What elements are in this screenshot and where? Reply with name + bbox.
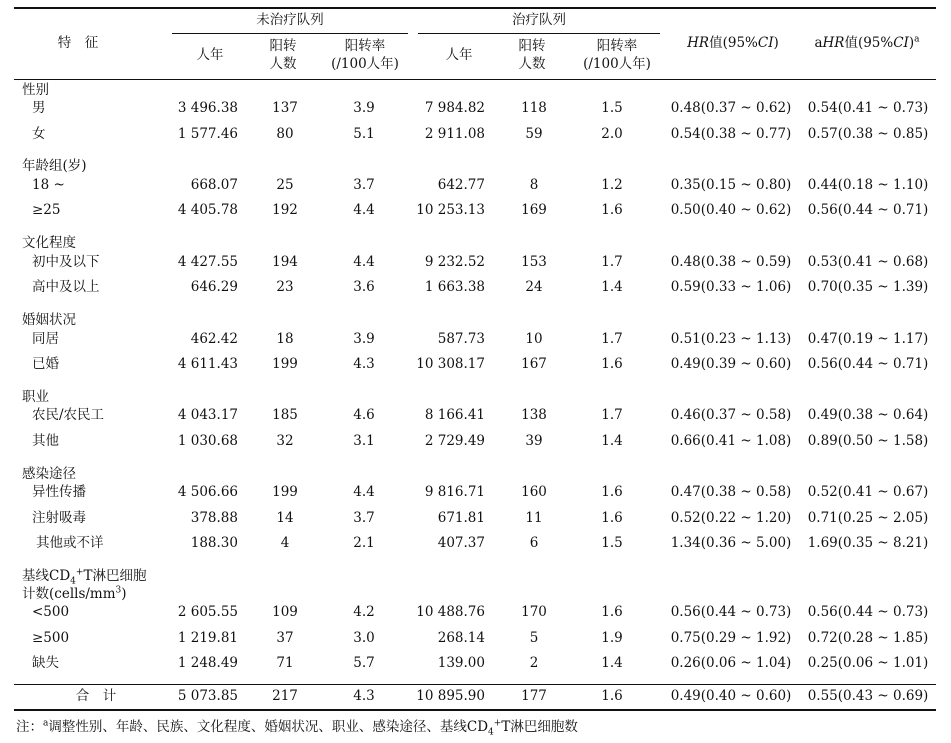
rate-untreated: 3.7 <box>353 510 375 526</box>
group-cd4-line2: 计数$(cells/mm^3)$ <box>22 585 127 602</box>
rate-treated: 2.0 <box>601 126 623 142</box>
person-years-treated: 10 488.76 <box>416 604 485 620</box>
ahr-cell: 0.47(0.19 ~ 1.17) <box>807 331 929 347</box>
total-top-rule <box>14 684 936 685</box>
ahr-cell: 1.69(0.35 ~ 8.21) <box>807 535 929 551</box>
seroconv-untreated: 23 <box>276 279 294 295</box>
rate-treated: 1.6 <box>601 484 623 500</box>
rate-treated: 1.6 <box>601 356 623 372</box>
ahr-cell: 0.44(0.18 ~ 1.10) <box>807 177 929 193</box>
seroconv-treated: 10 <box>525 331 543 347</box>
ahr-cell: 0.56(0.44 ~ 0.73) <box>807 604 929 620</box>
person-years-treated: 642.77 <box>437 177 485 193</box>
hr-cell: 0.52(0.22 ~ 1.20) <box>670 510 792 526</box>
hr-cell: 0.26(0.06 ~ 1.04) <box>670 655 792 671</box>
seroconv-untreated: 18 <box>276 331 294 347</box>
seroconv-untreated: 199 <box>272 484 298 500</box>
seroconv-untreated: 192 <box>272 202 298 218</box>
person-years-untreated: 462.42 <box>190 331 238 347</box>
person-years-treated: 10 253.13 <box>416 202 485 218</box>
person-years-untreated: 4 506.66 <box>177 484 238 500</box>
hr-cell: 0.51(0.23 ~ 1.13) <box>670 331 792 347</box>
seroconv-untreated: 199 <box>272 356 298 372</box>
person-years-untreated: 668.07 <box>190 177 238 193</box>
person-years-treated: 10 308.17 <box>416 356 485 372</box>
ahr-cell: 0.72(0.28 ~ 1.85) <box>807 630 929 646</box>
person-years-untreated: 1 030.68 <box>177 433 238 449</box>
person-years-untreated: 4 611.43 <box>177 356 238 372</box>
person-years-untreated: 1 219.81 <box>177 630 238 646</box>
group-age: 年龄组(岁) <box>22 158 87 174</box>
person-years-treated: 8 166.41 <box>424 407 485 423</box>
untreated-span-rule <box>172 33 408 34</box>
seroconv-treated: 169 <box>521 202 547 218</box>
seroconv-treated: 2 <box>529 655 539 671</box>
rate-treated: 1.4 <box>601 433 623 449</box>
row-label: 农民/农民工 <box>32 407 105 423</box>
seroconv-treated: 59 <box>525 126 543 142</box>
row-label: 男 <box>32 100 46 116</box>
row-label: 缺失 <box>32 655 59 671</box>
rate-treated: 1.9 <box>601 630 623 646</box>
hr-cell: 0.75(0.29 ~ 1.92) <box>670 630 792 646</box>
person-years-treated: 587.73 <box>437 331 485 347</box>
row-label: 其他 <box>32 433 59 449</box>
hr-cell: 1.34(0.36 ~ 5.00) <box>670 535 792 551</box>
total-rate-untreated: 4.3 <box>353 688 375 704</box>
seroconv-untreated: 109 <box>272 604 298 620</box>
row-label: 女 <box>32 126 46 142</box>
header-treated: 治疗队列 <box>512 12 566 28</box>
seroconv-untreated: 137 <box>272 100 298 116</box>
rate-untreated: 3.9 <box>353 100 375 116</box>
total-py-untreated: 5 073.85 <box>177 688 238 704</box>
row-label: <500 <box>32 604 70 620</box>
person-years-untreated: 1 248.49 <box>177 655 238 671</box>
total-hr: 0.49(0.40 ~ 0.60) <box>670 688 792 704</box>
rate-untreated: 5.7 <box>353 655 375 671</box>
person-years-untreated: 188.30 <box>190 535 238 551</box>
seroconv-treated: 6 <box>529 535 539 551</box>
rate-treated: 1.4 <box>601 279 623 295</box>
header-hr: HR值(95%CI) <box>687 35 779 51</box>
ahr-cell: 0.56(0.44 ~ 0.71) <box>807 356 929 372</box>
rate-untreated: 4.2 <box>353 604 375 620</box>
person-years-untreated: 4 405.78 <box>177 202 238 218</box>
bottom-rule <box>14 709 936 711</box>
header-seroconv-2-line1: 阳转 <box>518 38 546 54</box>
hr-cell: 0.66(0.41 ~ 1.08) <box>670 433 792 449</box>
rate-untreated: 3.7 <box>353 177 375 193</box>
seroconv-untreated: 4 <box>280 535 290 551</box>
treated-span-rule <box>418 33 660 34</box>
person-years-treated: 407.37 <box>437 535 485 551</box>
seroconv-untreated: 37 <box>276 630 294 646</box>
header-seroconv-2-line2: 人数 <box>518 56 546 72</box>
header-rate-1-line2: (/100人年) <box>331 56 399 72</box>
rate-untreated: 4.4 <box>353 202 375 218</box>
row-label: 异性传播 <box>32 484 86 500</box>
rate-treated: 1.4 <box>601 655 623 671</box>
seroconv-untreated: 71 <box>276 655 294 671</box>
seroconv-treated: 39 <box>525 433 543 449</box>
header-person-years-2: 人年 <box>445 47 473 63</box>
rate-treated: 1.6 <box>601 202 623 218</box>
hr-cell: 0.48(0.37 ~ 0.62) <box>670 100 792 116</box>
group-occupation: 职业 <box>22 389 49 405</box>
header-untreated: 未治疗队列 <box>256 12 324 28</box>
person-years-treated: 1 663.38 <box>424 279 485 295</box>
rate-treated: 1.7 <box>601 331 623 347</box>
hr-cell: 0.54(0.38 ~ 0.77) <box>670 126 792 142</box>
rate-untreated: 3.0 <box>353 630 375 646</box>
total-py-treated: 10 895.90 <box>416 688 485 704</box>
top-rule <box>14 7 936 9</box>
row-label: ≥500 <box>32 630 70 646</box>
seroconv-treated: 5 <box>529 630 539 646</box>
rate-untreated: 4.6 <box>353 407 375 423</box>
ahr-cell: 0.89(0.50 ~ 1.58) <box>807 433 929 449</box>
seroconv-treated: 160 <box>521 484 547 500</box>
rate-untreated: 3.1 <box>353 433 375 449</box>
header-seroconv-1-line1: 阳转 <box>269 38 297 54</box>
seroconv-treated: 118 <box>521 100 547 116</box>
rate-untreated: 5.1 <box>353 126 375 142</box>
rate-untreated: 4.4 <box>353 254 375 270</box>
person-years-untreated: 2 605.55 <box>177 604 238 620</box>
row-label: 高中及以上 <box>32 279 100 295</box>
row-label: 已婚 <box>32 356 59 372</box>
person-years-untreated: 4 043.17 <box>177 407 238 423</box>
seroconv-treated: 138 <box>521 407 547 423</box>
seroconv-untreated: 80 <box>276 126 294 142</box>
person-years-treated: 9 816.71 <box>424 484 485 500</box>
ahr-cell: 0.53(0.41 ~ 0.68) <box>807 254 929 270</box>
rate-untreated: 4.4 <box>353 484 375 500</box>
rate-untreated: 4.3 <box>353 356 375 372</box>
seroconv-treated: 167 <box>521 356 547 372</box>
rate-treated: 1.6 <box>601 510 623 526</box>
rate-untreated: 3.9 <box>353 331 375 347</box>
ahr-cell: 0.70(0.35 ~ 1.39) <box>807 279 929 295</box>
row-label: 同居 <box>32 331 59 347</box>
rate-treated: 1.2 <box>601 177 623 193</box>
header-ahr: aHR值$(95\%CI)^a$ <box>814 34 920 51</box>
ahr-cell: 0.56(0.44 ~ 0.71) <box>807 202 929 218</box>
row-label: ≥25 <box>32 202 61 218</box>
total-rate-treated: 1.6 <box>601 688 623 704</box>
group-marital: 婚姻状况 <box>22 312 76 328</box>
hr-cell: 0.46(0.37 ~ 0.58) <box>670 407 792 423</box>
hr-cell: 0.49(0.39 ~ 0.60) <box>670 356 792 372</box>
person-years-treated: 2 911.08 <box>424 126 485 142</box>
rate-untreated: 3.6 <box>353 279 375 295</box>
row-label: 其他或不详 <box>36 535 104 551</box>
person-years-treated: 671.81 <box>437 510 485 526</box>
person-years-treated: 9 232.52 <box>424 254 485 270</box>
person-years-treated: 139.00 <box>437 655 485 671</box>
seroconv-treated: 11 <box>525 510 543 526</box>
person-years-treated: 268.14 <box>437 630 485 646</box>
person-years-untreated: 378.88 <box>190 510 238 526</box>
hr-cell: 0.35(0.15 ~ 0.80) <box>670 177 792 193</box>
rate-treated: 1.6 <box>601 604 623 620</box>
hr-cell: 0.48(0.38 ~ 0.59) <box>670 254 792 270</box>
total-label: 合 计 <box>75 688 117 704</box>
header-rate-2-line2: (/100人年) <box>583 56 651 72</box>
header-rate-1-line1: 阳转率 <box>344 38 386 54</box>
hr-cell: 0.59(0.33 ~ 1.06) <box>670 279 792 295</box>
header-person-years-1: 人年 <box>196 47 224 63</box>
group-cd4-line1: 基线$CD_4^+T$淋巴细胞 <box>22 567 147 587</box>
ahr-cell: 0.52(0.41 ~ 0.67) <box>807 484 929 500</box>
seroconv-untreated: 14 <box>276 510 294 526</box>
seroconv-untreated: 185 <box>272 407 298 423</box>
rate-treated: 1.5 <box>601 535 623 551</box>
hr-cell: 0.50(0.40 ~ 0.62) <box>670 202 792 218</box>
seroconv-treated: 170 <box>521 604 547 620</box>
row-label: 18 ~ <box>32 177 65 193</box>
seroconv-untreated: 25 <box>276 177 294 193</box>
ahr-cell: 0.57(0.38 ~ 0.85) <box>807 126 929 142</box>
footnote: 注：$^a$调整性别、年龄、民族、文化程度、婚姻状况、职业、感染途径、基线$CD_4^+T$淋巴细胞数 <box>16 718 578 738</box>
person-years-untreated: 646.29 <box>190 279 238 295</box>
person-years-treated: 7 984.82 <box>424 100 485 116</box>
seroconv-treated: 8 <box>529 177 539 193</box>
person-years-untreated: 4 427.55 <box>177 254 238 270</box>
ahr-cell: 0.25(0.06 ~ 1.01) <box>807 655 929 671</box>
person-years-untreated: 1 577.46 <box>177 126 238 142</box>
rate-treated: 1.5 <box>601 100 623 116</box>
seroconv-untreated: 194 <box>272 254 298 270</box>
hr-cell: 0.56(0.44 ~ 0.73) <box>670 604 792 620</box>
rate-untreated: 2.1 <box>353 535 375 551</box>
total-n-treated: 177 <box>521 688 547 704</box>
header-bottom-rule <box>14 79 936 80</box>
ahr-cell: 0.49(0.38 ~ 0.64) <box>807 407 929 423</box>
group-route: 感染途径 <box>22 466 76 482</box>
header-rate-2-line1: 阳转率 <box>596 38 638 54</box>
group-education: 文化程度 <box>22 235 76 251</box>
rate-treated: 1.7 <box>601 254 623 270</box>
header-feature: 特 征 <box>57 35 99 51</box>
seroconv-treated: 153 <box>521 254 547 270</box>
hr-cell: 0.47(0.38 ~ 0.58) <box>670 484 792 500</box>
total-n-untreated: 217 <box>272 688 298 704</box>
header-seroconv-1-line2: 人数 <box>269 56 297 72</box>
row-label: 注射吸毒 <box>32 510 86 526</box>
ahr-cell: 0.54(0.41 ~ 0.73) <box>807 100 929 116</box>
seroconv-untreated: 32 <box>276 433 294 449</box>
seroconv-treated: 24 <box>525 279 543 295</box>
total-ahr: 0.55(0.43 ~ 0.69) <box>807 688 929 704</box>
group-sex: 性别 <box>22 82 49 98</box>
ahr-cell: 0.71(0.25 ~ 2.05) <box>807 510 929 526</box>
person-years-treated: 2 729.49 <box>424 433 485 449</box>
row-label: 初中及以下 <box>32 254 100 270</box>
rate-treated: 1.7 <box>601 407 623 423</box>
person-years-untreated: 3 496.38 <box>177 100 238 116</box>
